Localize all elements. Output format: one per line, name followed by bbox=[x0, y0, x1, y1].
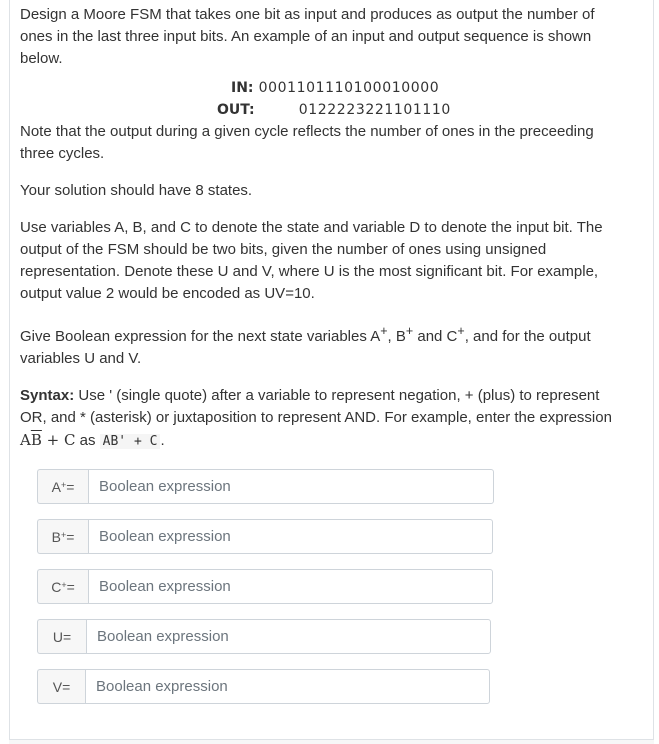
syntax-label: Syntax: bbox=[20, 387, 75, 404]
c-plus-expression-input[interactable] bbox=[88, 569, 493, 604]
u-expression-input[interactable] bbox=[86, 619, 491, 654]
c-plus-label: C + = bbox=[37, 569, 88, 604]
example-expression: $A\overline{B} + C$ bbox=[20, 431, 76, 449]
question-body bbox=[20, 4, 630, 453]
example-code: AB' + C bbox=[100, 434, 161, 449]
note-text: Note that the output during a given cycle reflects the number of ones in the preceeding three cycles. bbox=[20, 123, 594, 162]
input-sequence-row bbox=[231, 77, 439, 99]
states-text: Your solution should have 8 states. bbox=[20, 182, 253, 199]
card-footer-divider bbox=[9, 739, 654, 744]
a-plus-expression-input[interactable] bbox=[88, 469, 494, 504]
give-expressions-text: Give Boolean expression for the next state variables A+, B+ and C+, and for the output variables U and V. bbox=[20, 324, 591, 367]
b-plus-field-row bbox=[37, 519, 493, 554]
u-label: U = bbox=[37, 619, 86, 654]
syntax-text: Syntax: Use ' (single quote) after a variable to represent negation, + (plus) to represent OR, and * (asterisk) or juxtaposition to represent AND. For example, enter the expression $A\overline{B} + C$ as AB' + C . bbox=[20, 387, 612, 449]
in-label: IN: bbox=[231, 80, 254, 96]
a-plus-field-row bbox=[37, 469, 494, 504]
v-label: V = bbox=[37, 669, 85, 704]
in-value: 0001101110100010000 bbox=[258, 80, 440, 96]
intro-text: Design a Moore FSM that takes one bit as input and produces as output the number of ones in the last three input bits. An example of an input and output sequence is shown below. bbox=[20, 6, 595, 67]
c-plus-field-row bbox=[37, 569, 493, 604]
variables-text: Use variables A, B, and C to denote the state and variable D to denote the input bit. The output of the FSM should be two bits, given the number of ones using unsigned representation. Denote these U and V, where U is the most significant bit. For example, output value 2 would be encoded as UV=10. bbox=[20, 219, 603, 302]
a-plus-label: A + = bbox=[37, 469, 88, 504]
out-value: 0122223221101110 bbox=[298, 102, 451, 118]
output-sequence-row bbox=[217, 99, 451, 121]
b-plus-label: B + = bbox=[37, 519, 88, 554]
v-field-row bbox=[37, 669, 490, 704]
u-field-row bbox=[37, 619, 491, 654]
io-example bbox=[20, 77, 630, 121]
b-plus-expression-input[interactable] bbox=[88, 519, 493, 554]
v-expression-input[interactable] bbox=[85, 669, 490, 704]
out-label: OUT: bbox=[217, 102, 255, 118]
